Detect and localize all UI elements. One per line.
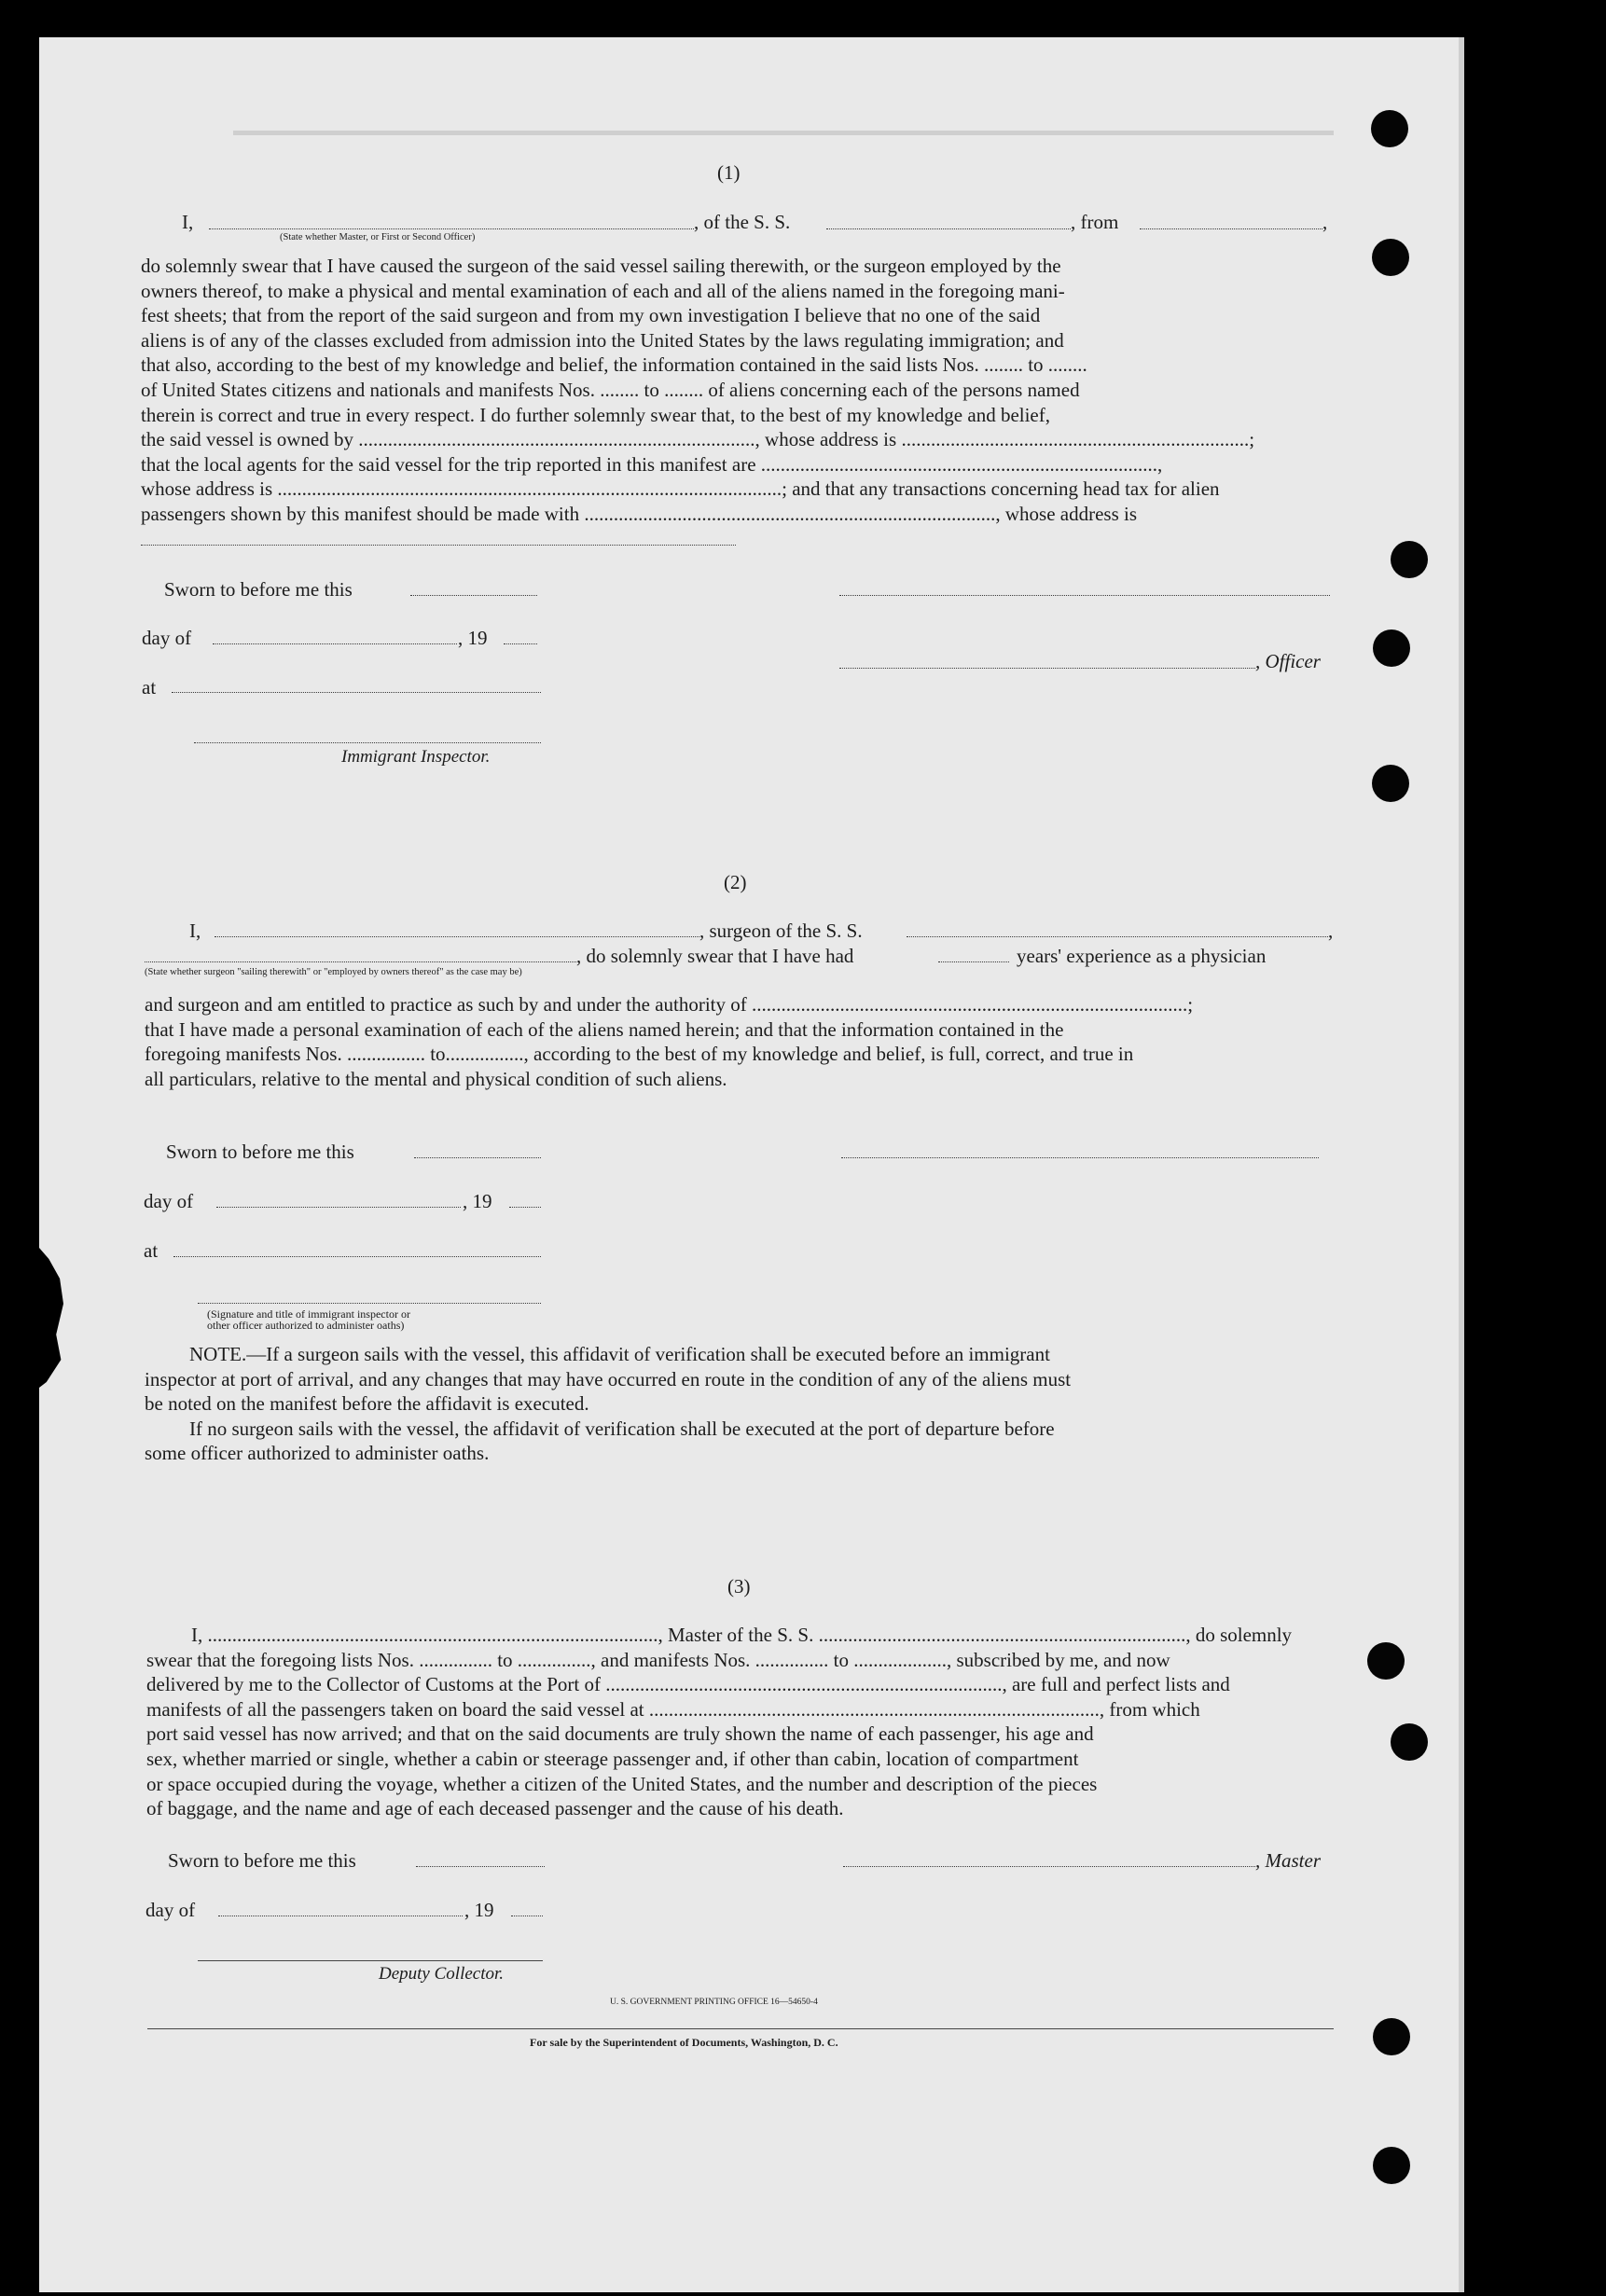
years-field[interactable] — [938, 961, 1009, 962]
place-field[interactable] — [173, 1256, 541, 1257]
surgeon-paragraph: and surgeon and am entitled to practice as such by and under the authority of .........................................................................................; that I have made a personal examination of each of the aliens named herein; and that the information contained in the foregoing manifests Nos. ................ to................, according to the best of my knowledge and belief, is full, correct, and true in all particulars, relative to the mental and physical condition of such aliens. — [145, 993, 1194, 1090]
punctuation: , — [1328, 920, 1334, 942]
section-number: (3) — [727, 1575, 751, 1598]
officer-title-field[interactable] — [839, 668, 1255, 669]
day-of-label: day of — [145, 1899, 196, 1921]
surgeon-type-field[interactable] — [145, 961, 576, 962]
sworn-label: Sworn to before me this — [164, 578, 353, 601]
master-signature-field[interactable] — [843, 1866, 1255, 1867]
at-label: at — [144, 1239, 159, 1262]
surgeon-vessel-label: , surgeon of the S. S. — [699, 920, 863, 942]
signature-instruction: other officer authorized to administer oaths) — [207, 1319, 405, 1332]
affiant-label: I, — [182, 211, 194, 233]
sworn-day-field[interactable] — [414, 1157, 541, 1158]
affiant-name-field[interactable] — [209, 228, 694, 229]
field-instruction: (State whether surgeon "sailing therewith" or "employed by owners thereof" as the case may be) — [145, 967, 522, 977]
year-label: , 19 — [463, 1190, 492, 1212]
deputy-signature-field[interactable] — [198, 1960, 543, 1961]
years-label: years' experience as a physician — [1017, 945, 1267, 967]
year-field[interactable] — [509, 1207, 541, 1208]
inspector-label: Immigrant Inspector. — [341, 747, 491, 767]
binder-hole — [1372, 765, 1409, 802]
binder-hole — [1373, 2018, 1410, 2055]
year-label: , 19 — [464, 1899, 494, 1921]
officer-signature-field[interactable] — [839, 595, 1330, 596]
sale-notice: For sale by the Superintendent of Documents, Washington, D. C. — [530, 2036, 838, 2049]
binder-hole — [1367, 1642, 1405, 1680]
punctuation: , — [1322, 211, 1328, 233]
binder-hole — [1373, 629, 1410, 667]
day-of-label: day of — [144, 1190, 194, 1212]
surgeon-i-label: I, — [189, 920, 201, 942]
vessel-name-field[interactable] — [826, 228, 1071, 229]
section-number: (1) — [717, 161, 741, 184]
sworn-label: Sworn to before me this — [168, 1849, 356, 1872]
bleed-through-text — [233, 131, 1334, 135]
binder-hole — [1391, 541, 1428, 578]
binder-hole — [1372, 239, 1409, 276]
year-label: , 19 — [458, 627, 488, 649]
surgeon-name-field[interactable] — [215, 936, 699, 937]
month-field[interactable] — [213, 643, 457, 644]
from-label: , from — [1071, 211, 1119, 233]
page-edge — [1459, 37, 1464, 2292]
oath-paragraph: do solemnly swear that I have caused the surgeon of the said vessel sailing therewith, or the surgeon employed by the owners thereof, to make a physical and mental examination of each and all of the aliens named in the foregoing mani- fest sheets; that from the report of the said surgeon and from my own investigation I believe that no one of the said aliens is of any of the classes excluded from admission into the United States by the laws regulating immigration; and that also, according to the best of my knowledge and belief, the information contained in the said lists Nos. ........ to ........ of United States citizens and nationals and manifests Nos. ........ to ........ of aliens concerning each of the persons named therein is correct and true in every respect. I do further solemnly swear that, to the best of my knowledge and belief, the said vessel is owned by ................................................................................., whose address is .......................................................................; that the local agents for the said vessel for the trip reported in this manifest are ................................................................................., whose address is .......................................................................................................; and that any transactions concerning head tax for alien passengers shown by this manifest should be made with ...................................................................................., whose address is — [141, 255, 1255, 525]
binder-hole — [1373, 2147, 1410, 2184]
at-label: at — [142, 676, 157, 698]
day-of-label: day of — [142, 627, 192, 649]
binder-hole — [1371, 110, 1408, 147]
sworn-day-field[interactable] — [410, 595, 537, 596]
field-instruction: (State whether Master, or First or Second Officer) — [280, 232, 476, 242]
printing-office-mark: U. S. GOVERNMENT PRINTING OFFICE 16—54650-4 — [610, 1998, 818, 2007]
inspector-signature-field[interactable] — [198, 1303, 541, 1304]
deputy-label: Deputy Collector. — [379, 1964, 505, 1984]
place-field[interactable] — [172, 692, 541, 693]
note-paragraph: NOTE.—If a surgeon sails with the vessel, this affidavit of verification shall be executed before an immigrant inspector at port of arrival, and any changes that may have occurred en route in the condition of any of the aliens must be noted on the manifest before the affidavit is executed. If no surgeon sails with the vessel, the affidavit of verification shall be executed at the port of departure before some officer authorized to administer oaths. — [145, 1343, 1072, 1465]
officer-label: , Officer — [1255, 650, 1321, 672]
master-label: , Master — [1255, 1849, 1321, 1872]
surgeon-vessel-field[interactable] — [907, 936, 1328, 937]
departure-port-field[interactable] — [1140, 228, 1322, 229]
section-number: (2) — [724, 871, 747, 893]
address-field[interactable] — [141, 545, 736, 546]
sworn-day-field[interactable] — [416, 1866, 545, 1867]
master-paragraph: I, ............................................................................................, Master of the S. S. ..........................................................................., do solemnly swear that the foregoing lists Nos. ............... to ..............., and manifests Nos. ............... to ..................., subscribed by me, and now delivered by me to the Collector of Customs at the Port of ................................................................................., are full and perfect lists and manifests of all the passengers taken on board the said vessel at ............................................................................................, from which port said vessel has now arrived; and that on the said documents are truly shown the name of each passenger, his age and sex, whether married or single, whether a cabin or steerage passenger and, if other than cabin, location of compartment or space occupied during the voyage, whether a citizen of the United States, and the number and description of the pieces of baggage, and the name and age of each deceased passenger and the cause of his death. — [146, 1624, 1293, 1820]
surgeon-signature-field[interactable] — [841, 1157, 1319, 1158]
binder-hole — [1391, 1723, 1428, 1761]
footer-rule — [147, 2028, 1334, 2029]
signature-instruction: (Signature and title of immigrant inspector or — [207, 1307, 410, 1321]
vessel-label: , of the S. S. — [694, 211, 791, 233]
month-field[interactable] — [216, 1207, 461, 1208]
swear-label: , do solemnly swear that I have had — [576, 945, 854, 967]
year-field[interactable] — [504, 643, 537, 644]
inspector-signature-field[interactable] — [194, 742, 541, 743]
sworn-label: Sworn to before me this — [166, 1141, 354, 1163]
